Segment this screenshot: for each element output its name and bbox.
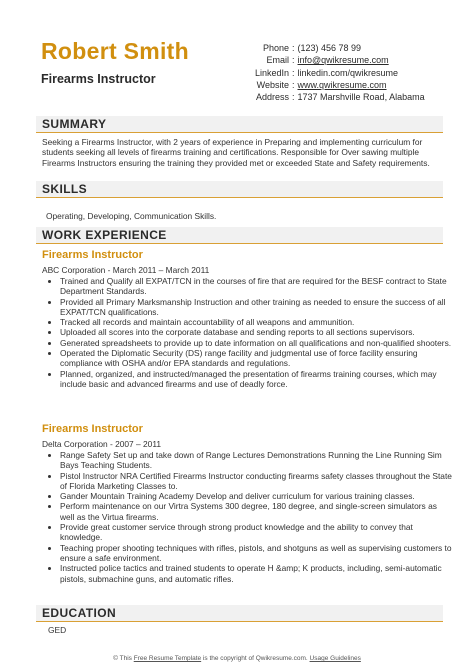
- contact-block: [213, 42, 443, 103]
- website-link[interactable]: www.qwikresume.com: [297, 79, 387, 90]
- usage-guidelines-link[interactable]: Usage Guidelines: [309, 655, 361, 662]
- footer-middle: is the copyright of Qwikresume.com.: [202, 655, 308, 662]
- job-company-dates: ABC Corporation - March 2011 – March 2011: [42, 265, 210, 275]
- list-item: • Instructed police tactics and trained students to operate H &amp; K products, including, semi-automatic pistols, submachine guns, and automatic rifles.: [60, 563, 452, 584]
- contact-separator: :: [292, 55, 295, 66]
- contact-value: 1737 Marshville Road, Alabama: [297, 92, 425, 103]
- contact-separator: :: [292, 43, 295, 53]
- footer-prefix: © This: [113, 655, 132, 662]
- contact-label: LinkedIn: [254, 67, 289, 78]
- contact-phone: [213, 42, 443, 54]
- contact-label: Phone: [262, 43, 289, 53]
- contact-linkedin: [213, 67, 443, 79]
- free-resume-template-link[interactable]: Free Resume Template: [133, 655, 202, 662]
- skills-section-header: [36, 181, 443, 198]
- section-title: WORK EXPERIENCE: [42, 228, 167, 242]
- section-title: EDUCATION: [42, 606, 117, 620]
- contact-separator: :: [292, 79, 295, 90]
- contact-label: Address: [255, 92, 289, 103]
- section-title: SUMMARY: [42, 117, 107, 131]
- list-item: • Pistol Instructor NRA Certified Firearms Instructor conducting firearms safety classes throughout the State of Florida Marketing Classes to.: [60, 471, 452, 492]
- list-item: • Provided all Primary Marksmanship Instruction and other training as needed to ensure the success of all EXPAT/TCN qualifications.: [60, 297, 452, 318]
- contact-value: linkedin.com/qwikresume: [297, 67, 399, 78]
- candidate-title: Firearms Instructor: [41, 72, 156, 86]
- job-title: Firearms Instructor: [42, 249, 143, 261]
- contact-label: Website: [256, 79, 289, 90]
- contact-website: [213, 79, 443, 91]
- education-section-header: [36, 605, 443, 622]
- contact-email: [213, 54, 443, 66]
- list-item: • Gander Mountain Training Academy Develop and deliver curriculum for various training classes.: [60, 491, 452, 501]
- list-item: • Range Safety Set up and take down of Range Lectures Demonstrations Running the Line Running Sim Bays Teaching Students.: [60, 450, 452, 471]
- contact-separator: :: [292, 92, 295, 103]
- list-item: • Teaching proper shooting techniques with rifles, pistols, and shotguns as well as supervising customers to ensure a safe environment.: [60, 543, 452, 564]
- list-item: • Provide great customer service through strong product knowledge and the ability to convey that knowledge.: [60, 522, 452, 543]
- list-item: • Planned, organized, and instructed/managed the presentation of firearms training courses, which may include basic and advanced firearms and use of deadly force.: [60, 369, 452, 390]
- list-item: • Generated spreadsheets to provide up to date information on all qualifications and non-qualified shooters.: [60, 338, 452, 348]
- candidate-name: Robert Smith: [41, 38, 189, 64]
- resume-header: [41, 38, 443, 108]
- list-item: • Tracked all records and maintain accountability of all weapons and ammunition.: [60, 317, 452, 327]
- list-item: • Uploaded all scores into the corporate database and sending reports to all sections supervisors.: [60, 327, 452, 337]
- list-item: • Operated the Diplomatic Security (DS) range facility and judgmental use of force facility ensuring compliance with OSHA and/or EPA standards and regulations.: [60, 348, 452, 369]
- contact-address: [213, 91, 443, 103]
- contact-separator: :: [292, 67, 295, 78]
- education-text: GED: [48, 625, 67, 635]
- email-link[interactable]: info@qwikresume.com: [297, 55, 389, 66]
- list-item: • Perform maintenance on our Virtra Systems 300 degree, 180 degree, and single-screen simulators as well as the Virtua firearms.: [60, 501, 452, 522]
- experience-section-header: [36, 227, 443, 244]
- summary-section-header: [36, 116, 443, 133]
- skills-text: Operating, Developing, Communication Skills.: [46, 211, 217, 221]
- job-bullet-list: [47, 450, 452, 584]
- contact-label: Email: [266, 55, 289, 66]
- job-company-dates: Delta Corporation - 2007 – 2011: [42, 439, 162, 449]
- job-bullet-list: [47, 276, 452, 389]
- contact-value: (123) 456 78 99: [297, 43, 362, 53]
- footer: [0, 655, 474, 662]
- section-title: SKILLS: [42, 182, 88, 196]
- list-item: • Trained and Qualify all EXPAT/TCN in the courses of fire that are required for the BESF contract to State Department Standards.: [60, 276, 452, 297]
- summary-text: Seeking a Firearms Instructor, with 2 years of experience in Preparing and implementing curriculum for students seeking all levels of firearms training and certifications. Responsible for Over sawing multiple Firearms Instructors ensuring the training they provided met or exceeded State and Safety requirements.: [42, 137, 430, 168]
- job-title: Firearms Instructor: [42, 423, 143, 435]
